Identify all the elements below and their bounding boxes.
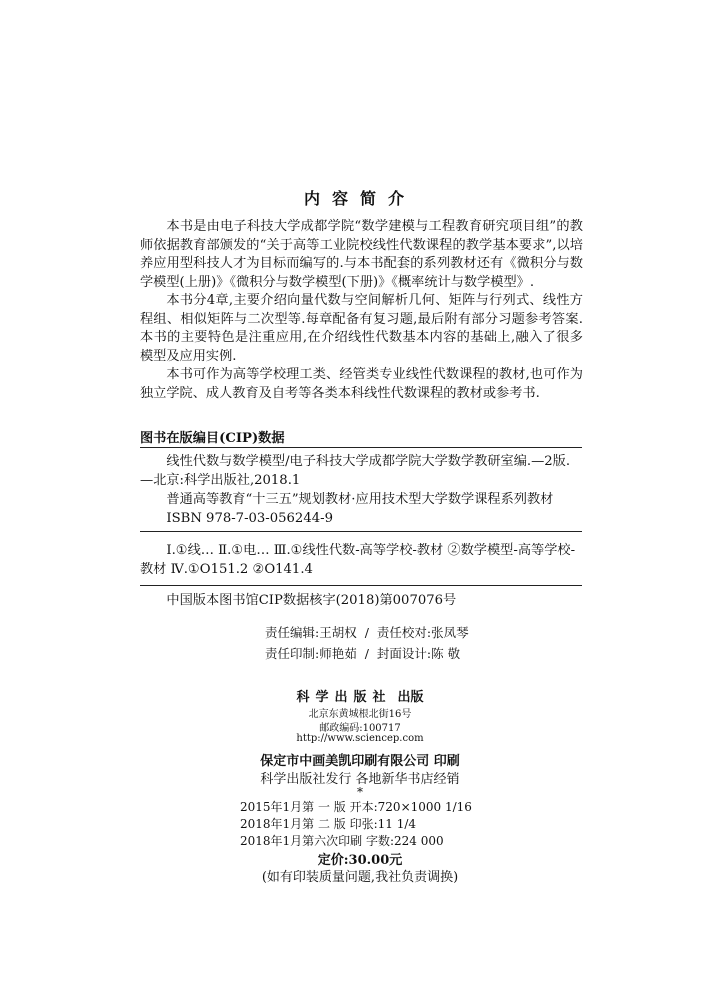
cip-series: 普通高等教育“十三五”规划教材·应用技术型大学数学课程系列教材 [166, 492, 554, 507]
credits-line [265, 643, 473, 664]
credits [265, 622, 473, 664]
printer-suffix: 印刷 [433, 754, 460, 769]
publisher-suffix: 出版 [397, 690, 424, 705]
cip-divider [140, 585, 582, 586]
cip-isbn: ISBN 978-7-03-056244-9 [166, 511, 333, 526]
credit-separator: / [364, 646, 369, 661]
cip-classification: Ⅰ.①线… Ⅱ.①电… Ⅲ.①线性代数-高等学校-教材 ②数学模型-高等学校-教材 Ⅳ.①O151.2 ②O141.4 [140, 543, 576, 577]
proofreader-credit: 责任校对:张凤琴 [376, 625, 469, 640]
printer-line [0, 750, 720, 769]
price: 定价:30.00元 [317, 853, 403, 868]
publisher-website: http://www.sciencep.com [296, 733, 424, 744]
edition-line: 2018年1月第 二 版 印张:11 1/4 [240, 817, 417, 831]
printer-name: 保定市中画美凯印刷有限公司 [260, 754, 430, 769]
production-credit: 责任印制:师艳茹 [265, 646, 357, 661]
cip-entry: 线性代数与数学模型/电子科技大学成都学院大学数学教研室编.—2版.—北京:科学出版社,2018.1 [140, 454, 571, 488]
edition-info [240, 799, 472, 850]
cover-design-credit: 封面设计:陈 敬 [376, 646, 461, 661]
cip-heading: 图书在版编目(CIP)数据 [140, 431, 285, 446]
publisher-postcode: 邮政编码:100717 [319, 723, 401, 734]
publisher-line [0, 686, 720, 705]
editor-credit: 责任编辑:王胡权 [265, 625, 357, 640]
cip-record: 中国版本图书馆CIP数据核字(2018)第007076号 [166, 593, 457, 608]
separator-star: * [357, 785, 363, 799]
cip-divider [140, 531, 582, 532]
cip-divider [140, 447, 582, 448]
cip-classification-block [140, 541, 582, 579]
cip-record-block [140, 591, 582, 610]
quality-note: (如有印装质量问题,我社负责调换) [261, 870, 459, 885]
credit-separator: / [364, 625, 369, 640]
edition-line: 2018年1月第六次印刷 字数:224 000 [240, 834, 444, 848]
edition-line: 2015年1月第 一 版 开本:720×1000 1/16 [240, 800, 472, 814]
summary-body [140, 218, 583, 403]
summary-title: 内容简介 [303, 189, 416, 208]
distribution-line: 科学出版社发行 各地新华书店经销 [260, 772, 460, 787]
summary-paragraph: 本书分4章,主要介绍向量代数与空间解析几何、矩阵与行列式、线性方程组、相似矩阵与二次型等.每章配备有复习题,最后附有部分习题参考答案.本书的主要特色是注重应用,在介绍线性代数基本内容的基础上,融入了很多模型及应用实例. [140, 293, 583, 364]
summary-paragraph: 本书是由电子科技大学成都学院“数学建模与工程教育研究项目组”的教师依据教育部颁发的“关于高等工业院校线性代数课程的教学基本要求”,以培养应用型科技人才为目标而编写的.与本书配套的系列教材还有《微积分与数学模型(上册)》《微积分与数学模型(下册)》《概率统计与数学模型》. [140, 219, 583, 290]
credits-line [265, 622, 473, 643]
publisher-address: 北京东黄城根北街16号 [308, 709, 412, 720]
publisher-name: 科学出版社 [296, 690, 392, 705]
cip-main [140, 452, 582, 528]
summary-paragraph: 本书可作为高等学校理工类、经管类专业线性代数课程的教材,也可作为独立学院、成人教育及自考等各类本科线性代数课程的教材或参考书. [140, 367, 583, 401]
